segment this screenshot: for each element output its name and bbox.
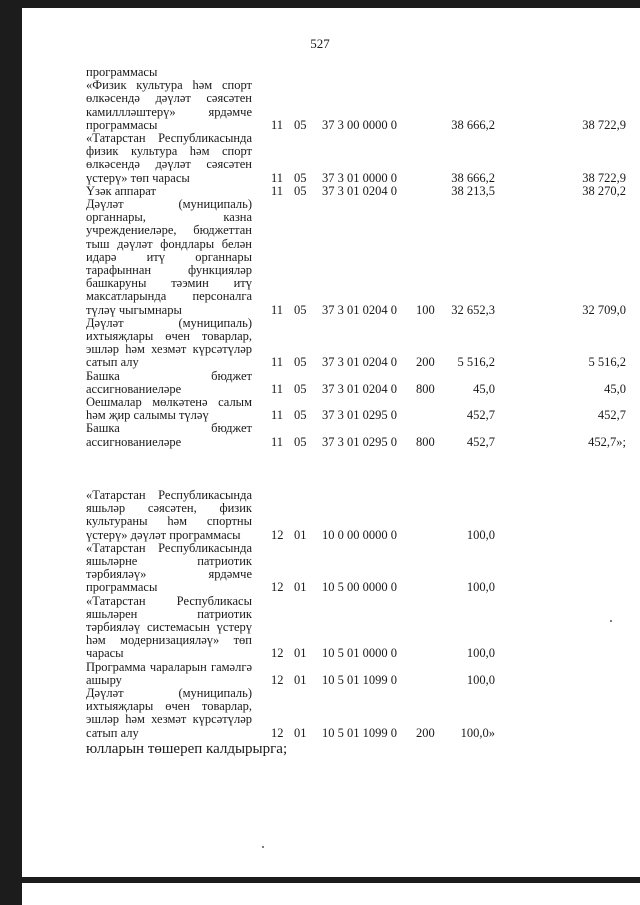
amount-year-1: 5 516,2	[457, 355, 495, 370]
row-description	[86, 79, 252, 132]
amount-year-1: 100,0	[466, 646, 495, 661]
table-row	[86, 396, 626, 422]
amount-year-1: 38 666,2	[451, 170, 495, 185]
description-line: Дәүләт (муниципаль)	[86, 315, 252, 330]
description-line: «Татарстан Республикасында	[86, 540, 252, 555]
description-line: Башка бюджет	[86, 421, 252, 436]
subsection-code: 05	[294, 170, 307, 185]
subsection-code: 05	[294, 183, 307, 198]
target-item-code: 37 3 01 0000 0	[322, 170, 397, 185]
amount-year-1: 45,0	[473, 381, 495, 396]
target-item-code: 37 3 01 0204 0	[322, 355, 397, 370]
amount-year-1: 38 213,5	[451, 183, 495, 198]
description-line: физик культура һәм спорт	[86, 144, 252, 159]
description-line: Үзәк аппарат	[86, 183, 156, 198]
description-line: камиллләштерү» ярдәмче	[86, 104, 252, 119]
target-item-code: 10 5 00 0000 0	[322, 580, 397, 595]
description-line: Программа чараларын гамәлгә	[86, 659, 252, 674]
scan-edge-bottom	[22, 877, 640, 883]
description-line: үстерү» дәүләт программасы	[86, 527, 241, 542]
row-description	[86, 370, 252, 396]
scan-edge-top	[22, 0, 640, 8]
description-line: чарасы	[86, 646, 124, 661]
description-line: программасы	[86, 580, 158, 595]
description-line: үстерү» төп чарасы	[86, 170, 190, 185]
amount-year-1: 100,0	[466, 580, 495, 595]
subsection-code: 05	[294, 408, 307, 423]
table-row	[86, 198, 626, 317]
subsection-code: 01	[294, 580, 307, 595]
subsection-code: 05	[294, 355, 307, 370]
description-line: учреждениеләре, бюджеттан	[86, 223, 252, 238]
description-line: тәрбияләү системасын үстерү	[86, 619, 252, 634]
section-code: 12	[271, 527, 284, 542]
amount-year-2: 32 709,0	[582, 302, 626, 317]
section-gap	[86, 449, 626, 489]
description-line: Башка бюджет	[86, 368, 252, 383]
row-description	[86, 542, 252, 595]
scan-edge-left	[0, 0, 22, 905]
amount-year-1: 100,0	[466, 527, 495, 542]
section-code: 11	[271, 170, 284, 185]
description-line: сатып алу	[86, 355, 139, 370]
table-row	[86, 542, 626, 595]
description-line: өлкәсендә дәүләт сәясәтен	[86, 157, 252, 172]
section-code: 12	[271, 725, 284, 740]
description-line: яшьләр сәясәтен, физик	[86, 501, 252, 516]
amount-year-1: 452,7	[466, 408, 495, 423]
amount-year-1: 32 652,3	[451, 302, 495, 317]
table-row	[86, 687, 626, 740]
section-code: 12	[271, 646, 284, 661]
section-code: 11	[271, 117, 284, 132]
description-line: «Физик культура һәм спорт	[86, 78, 252, 93]
amount-year-2: 38 722,9	[582, 170, 626, 185]
amount-year-2: 5 516,2	[588, 355, 626, 370]
description-line: тарафыннан функцияләр	[86, 263, 252, 278]
description-line: башкаруны тәэмин итү	[86, 276, 252, 291]
row-description	[86, 661, 252, 687]
description-line: тыш дәүләт фондлары белән	[86, 236, 252, 251]
subsection-code: 01	[294, 527, 307, 542]
description-line: культураны һәм спортны	[86, 514, 252, 529]
description-line: өлкәсендә дәүләт сәясәтен	[86, 91, 252, 106]
row-description	[86, 132, 252, 185]
table-row	[86, 317, 626, 370]
expense-type-code: 100	[416, 302, 435, 317]
target-item-code: 37 3 01 0295 0	[322, 408, 397, 423]
description-line: яшьләрне патриотик	[86, 553, 252, 568]
section-code: 12	[271, 580, 284, 595]
section-code: 11	[271, 408, 284, 423]
expense-type-code: 200	[416, 725, 435, 740]
target-item-code: 37 3 00 0000 0	[322, 117, 397, 132]
amount-year-1: 100,0»	[460, 725, 495, 740]
subsection-code: 05	[294, 434, 307, 449]
subsection-code: 01	[294, 725, 307, 740]
table-row	[86, 489, 626, 542]
row-description	[86, 687, 252, 740]
target-item-code: 10 5 01 1099 0	[322, 725, 397, 740]
row-description	[86, 595, 252, 661]
expense-type-code: 200	[416, 355, 435, 370]
description-line: һәм җир салымы түләү	[86, 408, 209, 423]
description-line: «Татарстан Республикасында	[86, 131, 252, 146]
description-line: эшләр һәм хезмәт күрсәтүләр	[86, 342, 252, 357]
description-line: эшләр һәм хезмәт күрсәтүләр	[86, 712, 252, 727]
description-line: максатларында персоналга	[86, 289, 252, 304]
subsection-code: 05	[294, 302, 307, 317]
target-item-code: 10 5 01 0000 0	[322, 646, 397, 661]
subsection-code: 01	[294, 646, 307, 661]
target-item-code: 37 3 01 0204 0	[322, 381, 397, 396]
target-item-code: 37 3 01 0204 0	[322, 302, 397, 317]
table-row	[86, 132, 626, 185]
target-item-code: 10 0 00 0000 0	[322, 527, 397, 542]
section-code: 11	[271, 183, 284, 198]
table-row	[86, 661, 626, 687]
scan-speck	[610, 620, 612, 622]
amount-year-2: 452,7	[597, 408, 626, 423]
description-line: түләү чыгымнары	[86, 302, 182, 317]
description-line: сатып алу	[86, 725, 139, 740]
description-line: Оешмалар мөлкәтенә салым	[86, 395, 252, 410]
expense-type-code: 800	[416, 381, 435, 396]
row-description	[86, 422, 252, 448]
subsection-code: 05	[294, 381, 307, 396]
description-line: ассигнованиеләре	[86, 381, 182, 396]
row-description	[86, 396, 252, 422]
amount-year-1: 452,7	[466, 434, 495, 449]
description-line: «Татарстан Республикасы	[86, 593, 252, 608]
row-description	[86, 489, 252, 542]
amount-year-2: 452,7»;	[588, 434, 626, 449]
description-line: программасы	[86, 65, 158, 79]
section-code: 11	[271, 381, 284, 396]
description-line: ашыру	[86, 672, 122, 687]
section-code: 11	[271, 434, 284, 449]
subsection-code: 01	[294, 672, 307, 687]
section-code: 12	[271, 672, 284, 687]
description-line: «Татарстан Республикасында	[86, 487, 252, 502]
section-code: 11	[271, 355, 284, 370]
description-line: Дәүләт (муниципаль)	[86, 685, 252, 700]
amount-year-2: 38 270,2	[582, 183, 626, 198]
row-description	[86, 198, 252, 317]
amount-year-2: 38 722,9	[582, 117, 626, 132]
target-item-code: 37 3 01 0295 0	[322, 434, 397, 449]
expense-type-code: 800	[416, 434, 435, 449]
description-line: ассигнованиеләре	[86, 434, 182, 449]
amount-year-1: 100,0	[466, 672, 495, 687]
table-row	[86, 595, 626, 661]
description-line: органнары, казна	[86, 210, 252, 225]
amount-year-1: 38 666,2	[451, 117, 495, 132]
target-item-code: 10 5 01 1099 0	[322, 672, 397, 687]
table-row	[86, 79, 626, 132]
section-code: 11	[271, 302, 284, 317]
table-row	[86, 422, 626, 448]
description-line: тәрбияләү» ярдәмче	[86, 567, 252, 582]
description-line: яшьләрен патриотик	[86, 606, 252, 621]
table-block-section-12	[86, 489, 626, 740]
description-line: идарә итү органнары	[86, 249, 252, 264]
amount-year-2: 45,0	[604, 381, 626, 396]
description-line: ихтыяҗлары өчен товарлар,	[86, 329, 252, 344]
description-line: ихтыяҗлары өчен товарлар,	[86, 699, 252, 714]
budget-table	[86, 66, 626, 758]
subsection-code: 05	[294, 117, 307, 132]
instruction-line: юлларын төшереп калдырырга;	[86, 740, 288, 757]
description-line: программасы	[86, 117, 158, 132]
table-block-section-11	[86, 66, 626, 449]
row-description	[86, 317, 252, 370]
description-line: һәм модернизацияләү» төп	[86, 633, 252, 648]
description-line: Дәүләт (муниципаль)	[86, 197, 252, 212]
scan-speck	[262, 846, 264, 848]
table-row	[86, 370, 626, 396]
target-item-code: 37 3 01 0204 0	[322, 183, 397, 198]
page-number: 527	[310, 36, 330, 51]
